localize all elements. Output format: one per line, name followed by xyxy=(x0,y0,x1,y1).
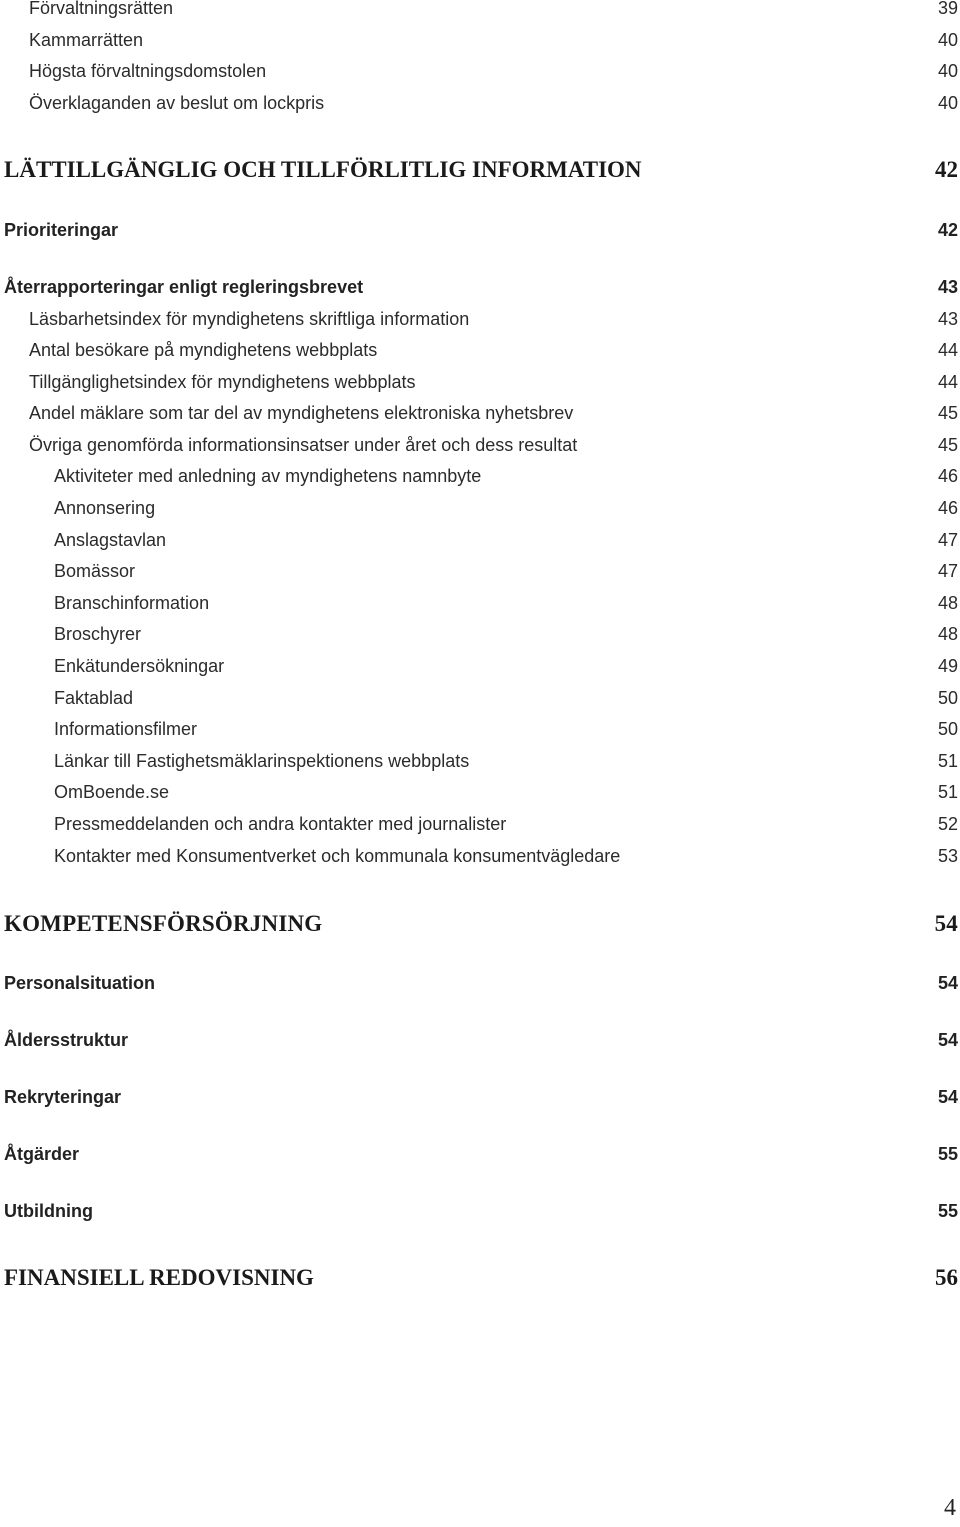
toc-subentry[interactable] xyxy=(0,498,960,519)
toc-entry-title: Prioriteringar xyxy=(4,220,119,240)
toc-subentry[interactable] xyxy=(0,688,960,709)
toc-section[interactable] xyxy=(0,277,960,298)
toc-entry[interactable] xyxy=(0,340,960,361)
toc-entry-page: 50 xyxy=(937,688,958,708)
toc-subentry[interactable] xyxy=(0,719,960,740)
toc-entry-page: 46 xyxy=(937,466,958,486)
toc-entry-title: Länkar till Fastighetsmäklarinspektionens webbplats xyxy=(54,751,470,771)
toc-entry[interactable] xyxy=(0,0,960,19)
toc-entry-page: 53 xyxy=(937,846,958,866)
toc-entry-title: Broschyrer xyxy=(54,624,142,644)
toc-entry-page: 54 xyxy=(937,1087,958,1107)
toc-section[interactable] xyxy=(0,1087,960,1108)
toc-entry-page: 52 xyxy=(937,814,958,834)
toc-entry[interactable] xyxy=(0,61,960,82)
toc-entry-title: Informationsfilmer xyxy=(54,719,198,739)
toc-entry-page: 48 xyxy=(937,593,958,613)
toc-entry-title: Högsta förvaltningsdomstolen xyxy=(29,61,267,81)
toc-entry-title: Överklaganden av beslut om lockpris xyxy=(29,93,325,113)
toc-entry[interactable] xyxy=(0,403,960,424)
toc-entry-title: Faktablad xyxy=(54,688,134,708)
toc-entry-page: 54 xyxy=(934,911,958,936)
toc-entry-title: LÄTTILLGÄNGLIG OCH TILLFÖRLITLIG INFORMATION xyxy=(4,157,642,182)
toc-entry-page: 54 xyxy=(937,973,958,993)
toc-entry-title: Antal besökare på myndighetens webbplats xyxy=(29,340,378,360)
toc-entry-title: OmBoende.se xyxy=(54,782,170,802)
toc-entry-title: Branschinformation xyxy=(54,593,210,613)
toc-entry-title: Återrapporteringar enligt regleringsbrevet xyxy=(4,277,364,297)
toc-subentry[interactable] xyxy=(0,814,960,835)
toc-entry-title: Åtgärder xyxy=(4,1144,80,1164)
toc-entry-title: Åldersstruktur xyxy=(4,1030,129,1050)
toc-section[interactable] xyxy=(0,1144,960,1165)
toc-entry-page: 47 xyxy=(937,530,958,550)
toc-entry-page: 44 xyxy=(937,340,958,360)
toc-subentry[interactable] xyxy=(0,624,960,645)
toc-subentry[interactable] xyxy=(0,656,960,677)
toc-entry-page: 45 xyxy=(937,435,958,455)
toc-entry-page: 45 xyxy=(937,403,958,423)
toc-entry-title: Pressmeddelanden och andra kontakter med journalister xyxy=(54,814,507,834)
toc-section[interactable] xyxy=(0,1201,960,1222)
toc-entry-title: Utbildning xyxy=(4,1201,93,1221)
toc-entry-page: 39 xyxy=(937,0,958,18)
toc-entry-title: Annonsering xyxy=(54,498,156,518)
toc-entry-title: KOMPETENSFÖRSÖRJNING xyxy=(4,911,323,936)
toc-chapter[interactable] xyxy=(0,911,960,937)
toc-entry-page: 43 xyxy=(937,277,958,297)
toc-entry-page: 54 xyxy=(937,1030,958,1050)
toc-entry-title: Personalsituation xyxy=(4,973,156,993)
toc-entry[interactable] xyxy=(0,93,960,114)
toc-entry-title: Aktiviteter med anledning av myndighetens namnbyte xyxy=(54,466,482,486)
toc-entry-page: 48 xyxy=(937,624,958,644)
toc-entry-page: 50 xyxy=(937,719,958,739)
toc-entry-page: 46 xyxy=(937,498,958,518)
toc-subentry[interactable] xyxy=(0,466,960,487)
toc-entry-title: FINANSIELL REDOVISNING xyxy=(4,1265,314,1290)
toc-entry-page: 40 xyxy=(937,61,958,81)
toc-entry-page: 44 xyxy=(937,372,958,392)
page-number: 4 xyxy=(944,1495,956,1521)
toc-entry[interactable] xyxy=(0,30,960,51)
toc-entry-title: Övriga genomförda informationsinsatser under året och dess resultat xyxy=(29,435,578,455)
toc-entry-title: Kammarrätten xyxy=(29,30,144,50)
toc-entry-page: 40 xyxy=(937,93,958,113)
toc-entry-title: Kontakter med Konsumentverket och kommunala konsumentvägledare xyxy=(54,846,621,866)
toc-entry-title: Enkätundersökningar xyxy=(54,656,225,676)
toc-subentry[interactable] xyxy=(0,593,960,614)
toc-entry[interactable] xyxy=(0,372,960,393)
toc-chapter[interactable] xyxy=(0,157,960,183)
toc-entry-title: Förvaltningsrätten xyxy=(29,0,174,18)
toc-entry[interactable] xyxy=(0,309,960,330)
toc-entry-page: 40 xyxy=(937,30,958,50)
toc-entry-page: 51 xyxy=(937,751,958,771)
toc-section[interactable] xyxy=(0,1030,960,1051)
toc-entry-page: 42 xyxy=(937,220,958,240)
toc-entry-page: 47 xyxy=(937,561,958,581)
toc-entry-page: 51 xyxy=(937,782,958,802)
toc-subentry[interactable] xyxy=(0,751,960,772)
toc-subentry[interactable] xyxy=(0,782,960,803)
toc-entry-title: Tillgänglighetsindex för myndighetens webbplats xyxy=(29,372,416,392)
toc-subentry[interactable] xyxy=(0,846,960,867)
toc-entry-page: 55 xyxy=(937,1201,958,1221)
toc-section[interactable] xyxy=(0,973,960,994)
toc-entry-title: Läsbarhetsindex för myndighetens skriftliga information xyxy=(29,309,470,329)
toc-entry-page: 42 xyxy=(935,157,958,182)
toc-chapter[interactable] xyxy=(0,1265,960,1291)
toc-entry-title: Andel mäklare som tar del av myndighetens elektroniska nyhetsbrev xyxy=(29,403,574,423)
toc-subentry[interactable] xyxy=(0,530,960,551)
toc-entry-title: Bomässor xyxy=(54,561,136,581)
toc-entry-page: 49 xyxy=(937,656,958,676)
toc-entry-page: 43 xyxy=(937,309,958,329)
toc-entry-title: Rekryteringar xyxy=(4,1087,122,1107)
toc-entry-page: 55 xyxy=(937,1144,958,1164)
toc-entry-page: 56 xyxy=(935,1265,958,1290)
toc-subentry[interactable] xyxy=(0,561,960,582)
toc-entry[interactable] xyxy=(0,435,960,456)
toc-section[interactable] xyxy=(0,220,960,241)
toc-entry-title: Anslagstavlan xyxy=(54,530,167,550)
